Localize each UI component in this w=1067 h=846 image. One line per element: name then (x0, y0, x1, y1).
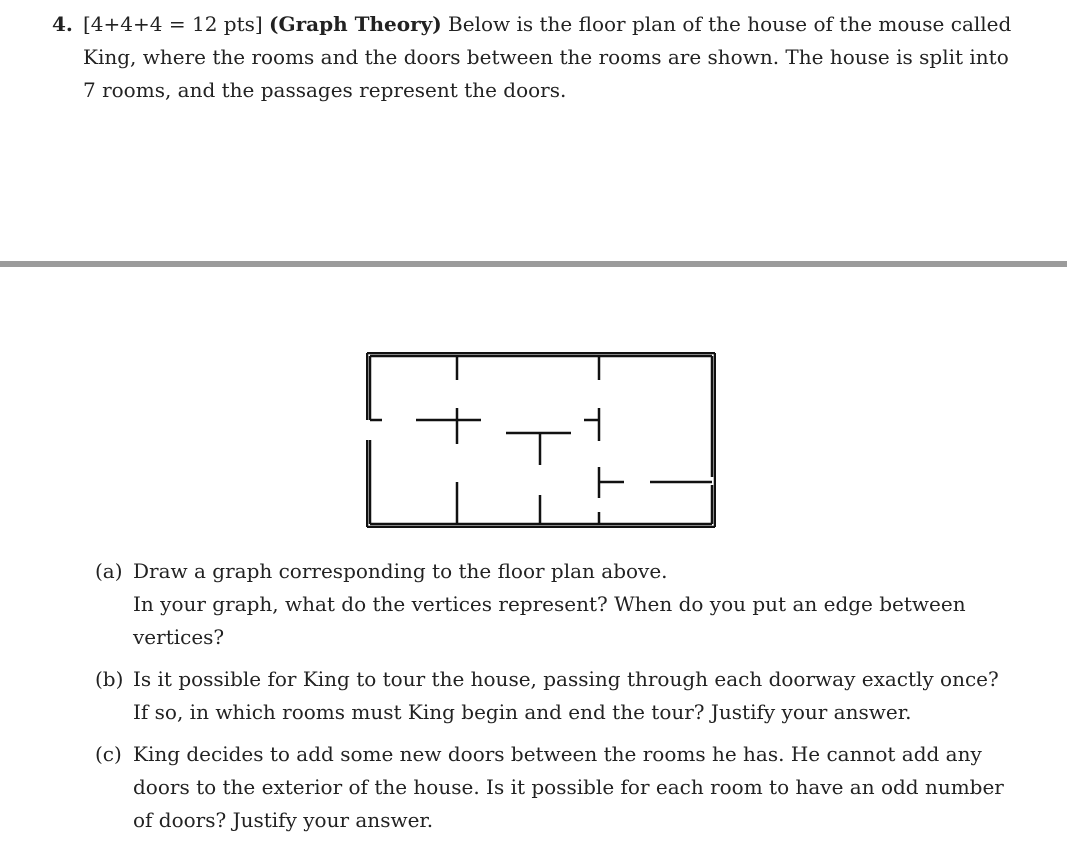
part-c (95, 738, 1015, 837)
part-label: (c) (95, 742, 122, 766)
part-line: Draw a graph corresponding to the floor plan above. (133, 559, 668, 583)
problem-statement (52, 8, 1012, 107)
part-a (95, 555, 1015, 654)
points-label: [4+4+4 = 12 pts] (83, 12, 263, 36)
part-b (95, 663, 1015, 729)
topic-label: (Graph Theory) (269, 12, 442, 36)
part-line: In your graph, what do the vertices represent? When do you put an edge between vertices? (133, 592, 966, 649)
part-label: (a) (95, 559, 123, 583)
problem-body (83, 8, 1012, 107)
part-line: Is it possible for King to tour the house, passing through each doorway exactly once? If so, in which rooms must King begin and end the tour? Justify your answer. (133, 667, 999, 724)
part-label: (b) (95, 667, 124, 691)
question-parts (95, 555, 1015, 846)
problem-number: 4. (52, 12, 73, 36)
part-line: King decides to add some new doors between the rooms he has. He cannot add any doors to the exterior of the house. Is it possible for each room to have an odd number of doors? Justify your answer. (133, 742, 1004, 832)
page-separator (0, 261, 1067, 267)
interior-wall (416, 356, 712, 524)
floor-plan-diagram (366, 352, 716, 528)
problem-intro: Below is the floor plan of the house of the mouse called King, where the rooms and the doors between the rooms are shown. The house is split into 7 rooms, and the passages represent the doors. (83, 12, 1012, 102)
